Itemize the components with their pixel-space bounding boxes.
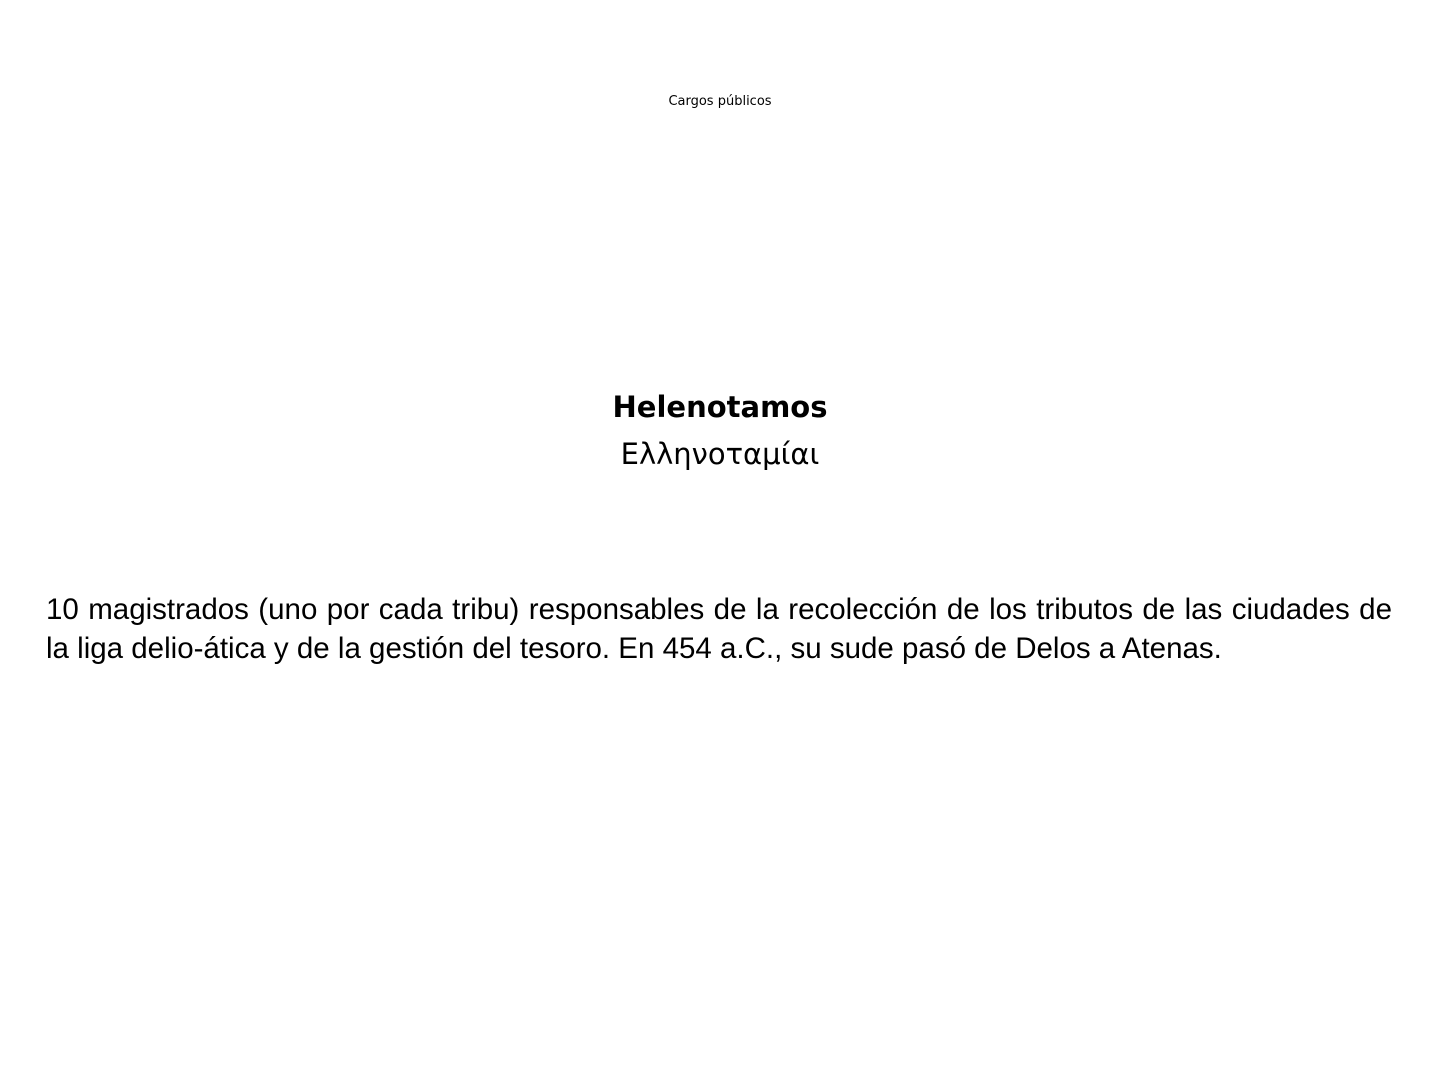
slide-title: Helenotamos: [612, 390, 828, 424]
greek-title: Ελληνοταμίαι: [620, 437, 820, 471]
body-paragraph: 10 magistrados (uno por cada tribu) responsables de la recolección de los tributos de las ciudades de la liga delio-ática y de la gestión del tesoro. En 454 a.C., su sude pasó de Delos a Atenas.: [46, 593, 1392, 665]
section-header: Cargos públicos: [668, 94, 772, 109]
